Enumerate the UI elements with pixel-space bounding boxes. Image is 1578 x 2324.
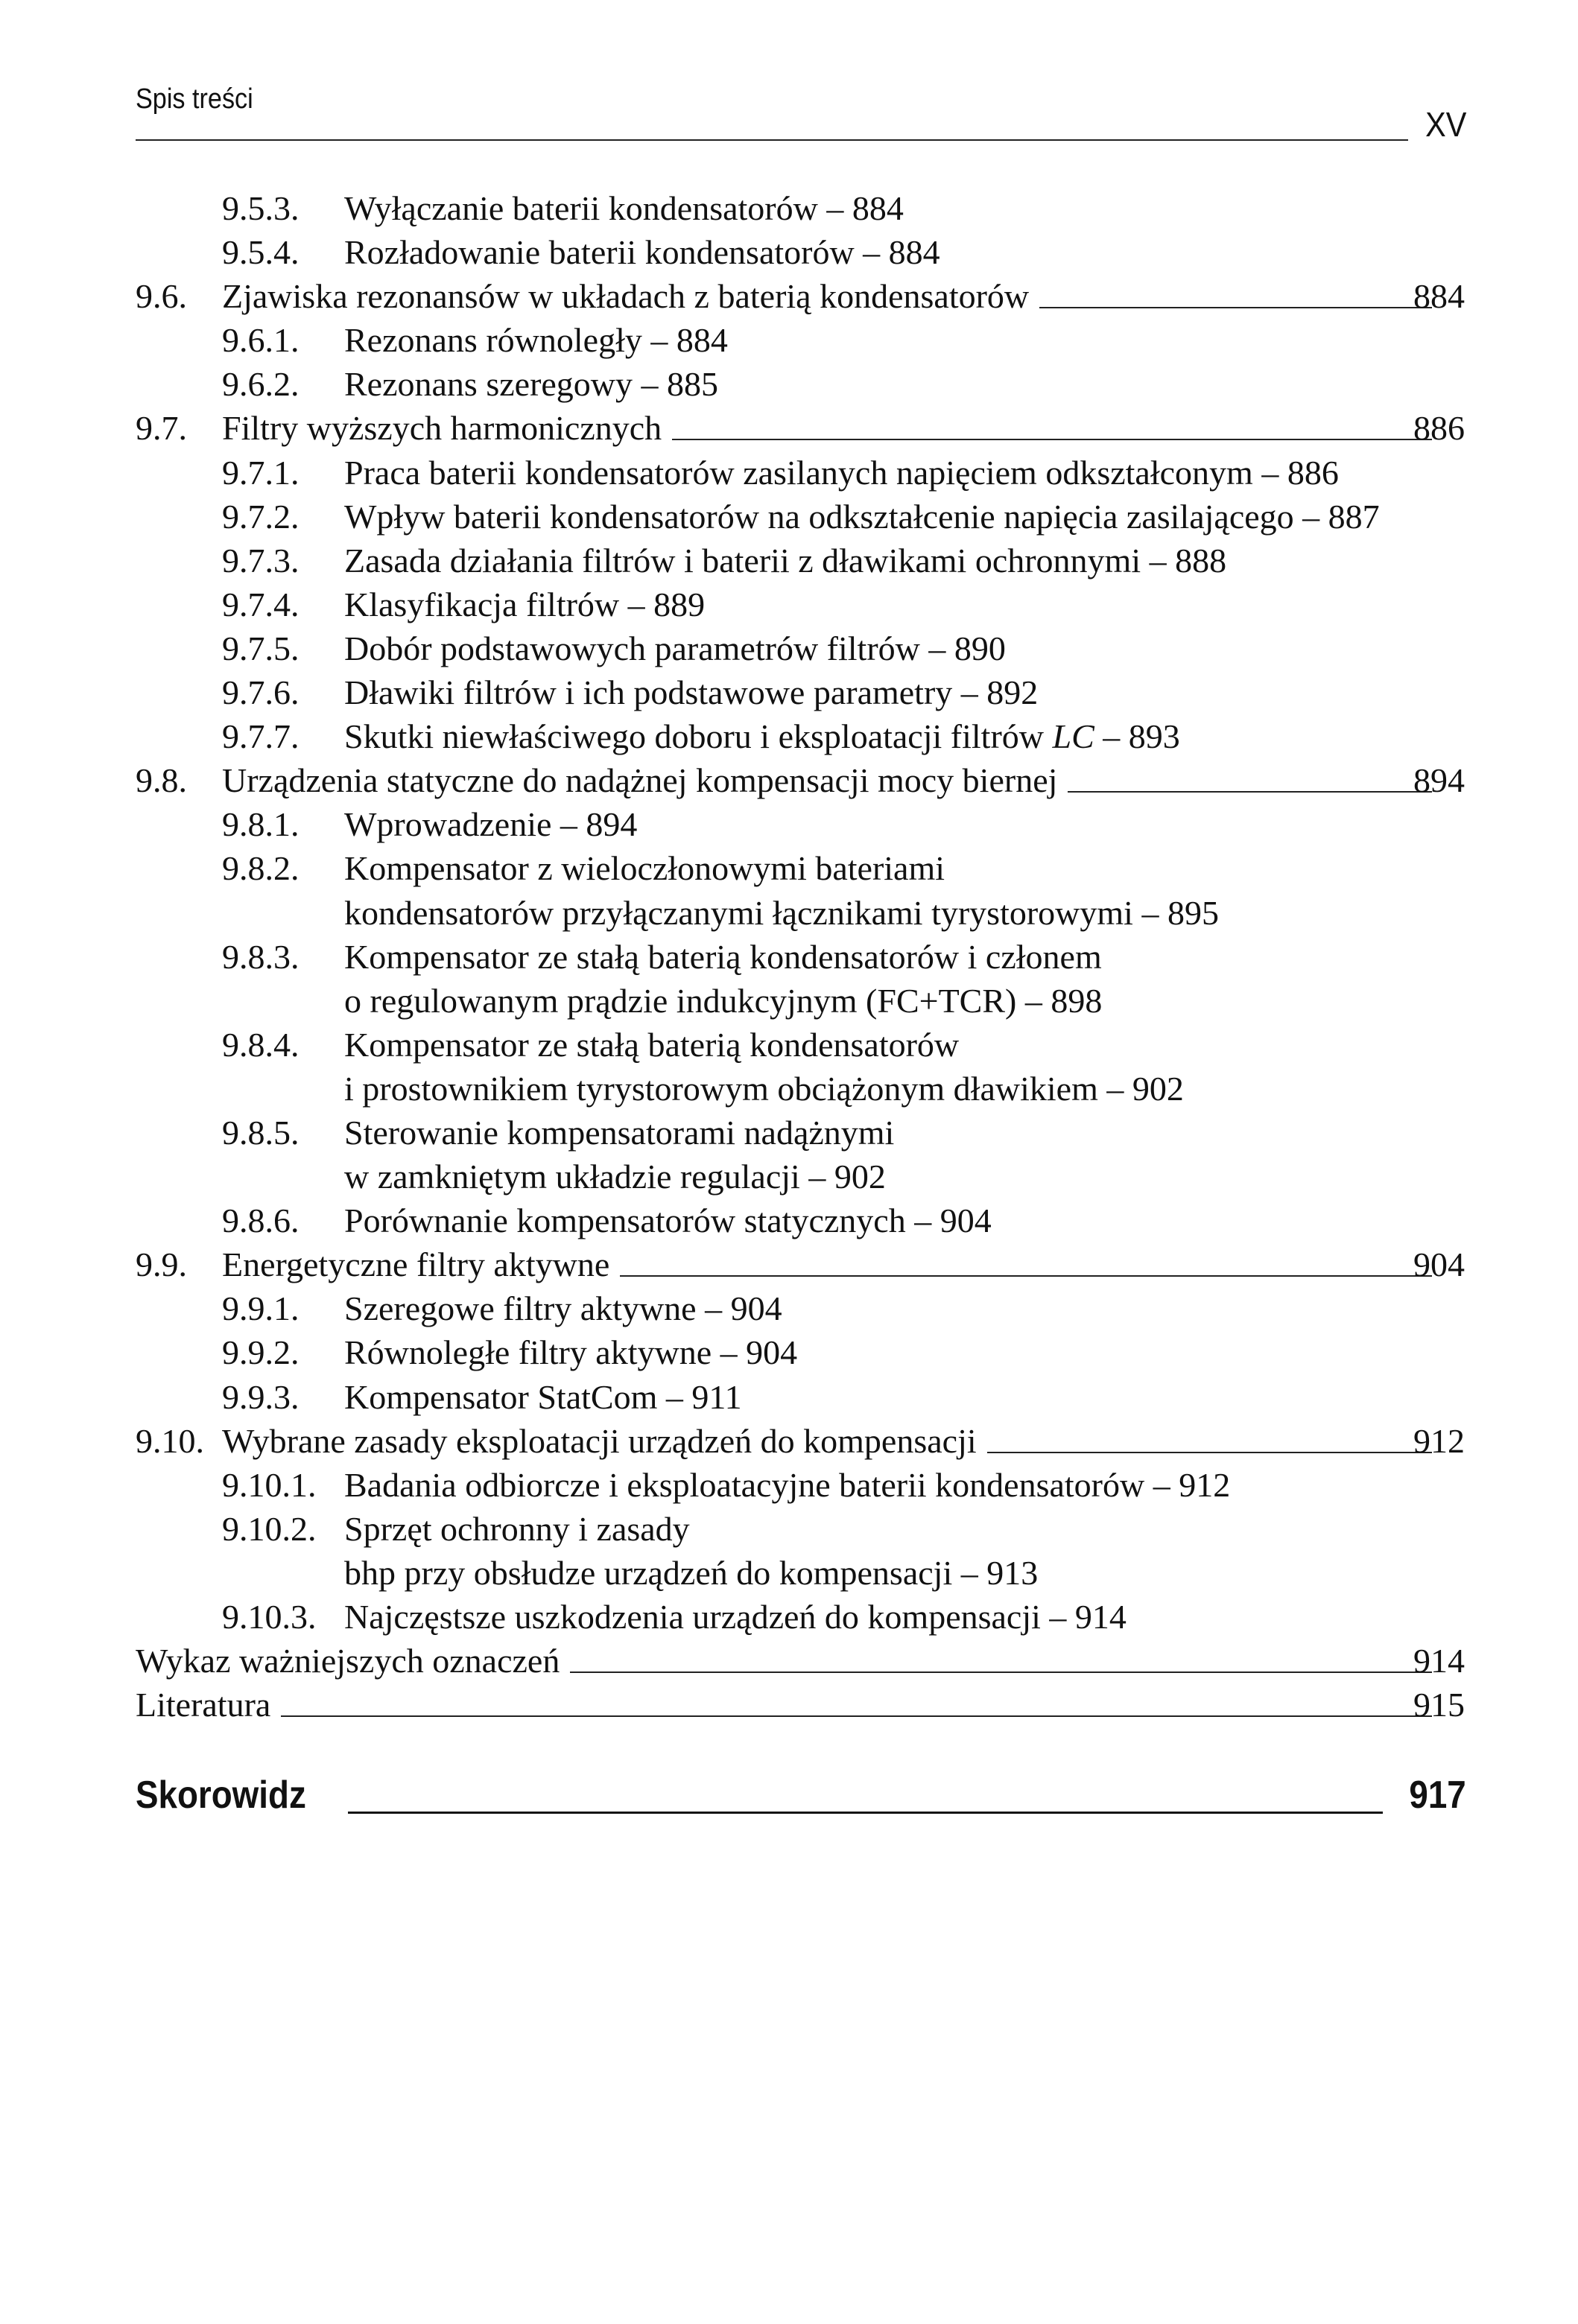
section-title-text: Kompensator ze stałą baterią kondensatorów i członem [344,937,1102,976]
toc-entry[interactable] [0,451,1578,495]
section-title-text: Kompensator ze stałą baterią kondensatorów [344,1025,960,1064]
section-title [344,670,1038,714]
section-title [344,891,1219,935]
section-title [344,1463,1230,1507]
section-number: 9.10.2. [222,1509,317,1548]
section-title-text: Wprowadzenie – 894 [344,805,638,844]
section-number: 9.8. [136,761,187,800]
section-title-text: Szeregowe filtry aktywne – 904 [344,1289,782,1328]
section-title [344,539,1226,582]
toc-entry[interactable] [0,758,1578,802]
toc-entry[interactable] [0,714,1578,758]
leader-line [672,439,1432,440]
section-title [344,186,904,230]
section-title [222,1242,609,1286]
section-title [344,1595,1127,1639]
section-title [222,1419,977,1463]
section-title-text: i prostownikiem tyrystorowym obciążonym dławikiem – 902 [344,1069,1184,1108]
section-number: 9.5.4. [222,233,300,272]
toc-entry-continuation[interactable] [0,1067,1578,1111]
toc-entry-continuation[interactable] [0,1551,1578,1595]
section-number: 9.6.2. [222,365,300,404]
section-title-text: Sterowanie kompensatorami nadążnymi [344,1113,895,1152]
leader-line [987,1452,1432,1453]
section-title [344,318,728,362]
section-title [344,451,1339,495]
section-title [222,758,1057,802]
section-title-text: Praca baterii kondensatorów zasilanych napięciem odkształconym – 886 [344,453,1339,492]
toc-entry-continuation[interactable] [0,979,1578,1023]
toc-entry[interactable] [0,1683,1578,1727]
toc-entry-continuation[interactable] [0,1155,1578,1198]
section-title-text: Równoległe filtry aktywne – 904 [344,1333,798,1372]
toc-entry[interactable] [0,1463,1578,1507]
section-title-text: kondensatorów przyłączanymi łącznikami tyrystorowymi – 895 [344,893,1219,932]
section-title [222,406,662,450]
section-title-text: w zamkniętym układzie regulacji – 902 [344,1158,886,1196]
section-title [344,1286,782,1330]
section-title-text: Skutki niewłaściwego doboru i eksploatacji filtrów [344,717,1053,756]
index-page: 917 [1409,1774,1466,1817]
section-title-text: Badania odbiorcze i eksploatacyjne baterii kondensatorów – 912 [344,1465,1231,1504]
toc-entry[interactable] [0,626,1578,670]
section-title-text: Rozładowanie baterii kondensatorów – 884 [344,233,940,272]
toc-entry[interactable] [0,1507,1578,1551]
section-number: 9.6.1. [222,321,300,360]
section-title-text: Wyłączanie baterii kondensatorów – 884 [344,189,904,227]
toc-entry[interactable] [0,1375,1578,1419]
section-number: 9.6. [136,277,187,316]
section-title-text: Porównanie kompensatorów statycznych – 904 [344,1201,992,1240]
section-title-text: Wybrane zasady eksploatacji urządzeń do kompensacji [222,1421,977,1460]
section-number: 9.9.1. [222,1289,300,1328]
section-number: 9.8.1. [222,805,300,844]
section-title [344,1067,1184,1111]
section-title [344,362,718,406]
section-title-text: Literatura [136,1686,271,1724]
section-number: 9.10.3. [222,1598,317,1636]
section-page-suffix: – 893 [1094,717,1180,756]
toc-entry[interactable] [0,1023,1578,1067]
header-rule [136,139,1408,141]
section-title [136,1683,270,1727]
toc-entry[interactable] [0,1639,1578,1683]
section-title-text: Wykaz ważniejszych oznaczeń [136,1642,560,1680]
toc-entry[interactable] [0,495,1578,539]
section-title-text: Zasada działania filtrów i baterii z dławikami ochronnymi – 888 [344,541,1227,580]
section-title-text: Kompensator z wieloczłonowymi bateriami [344,849,945,888]
section-title [344,1198,992,1242]
section-title-text: Najczęstsze uszkodzenia urządzeń do kompensacji – 914 [344,1598,1127,1636]
section-title-text: Filtry wyższych harmonicznych [222,409,662,448]
section-title [344,582,705,626]
toc-entry[interactable] [0,274,1578,318]
table-of-contents [0,186,1578,1727]
toc-entry[interactable] [0,670,1578,714]
section-title-text: Sprzęt ochronny i zasady [344,1509,690,1548]
section-title [344,1507,690,1551]
section-title-text: o regulowanym prądzie indukcyjnym (FC+TCR) – 898 [344,981,1103,1020]
section-number: 9.7.3. [222,541,300,580]
index-title: Skorowidz [136,1774,306,1817]
section-number: 9.7.2. [222,497,300,536]
section-title [136,1639,560,1683]
page-ref: 915 [1413,1686,1465,1724]
running-header-title: Spis treści [136,83,253,115]
section-title [344,495,1380,539]
toc-entry[interactable] [0,230,1578,274]
toc-entry[interactable] [0,935,1578,979]
toc-entry[interactable] [0,1198,1578,1242]
toc-entry-index[interactable] [136,1773,1466,1825]
section-title-text: Wpływ baterii kondensatorów na odkształcenie napięcia zasilającego – 887 [344,497,1380,536]
toc-entry[interactable] [0,362,1578,406]
leader-line [570,1671,1432,1673]
page-ref: 894 [1413,761,1465,800]
section-title [344,935,1102,979]
page-ref: 914 [1413,1642,1465,1680]
toc-entry[interactable] [0,1111,1578,1155]
section-number: 9.8.5. [222,1113,300,1152]
section-title-text: Dobór podstawowych parametrów filtrów – 890 [344,629,1006,667]
section-title [344,1155,886,1198]
section-number: 9.8.2. [222,849,300,888]
section-title [344,1023,959,1067]
leader-line [620,1275,1432,1277]
section-number: 9.7.4. [222,585,300,623]
section-title [344,802,637,846]
toc-entry[interactable] [0,1330,1578,1374]
toc-entry[interactable] [0,582,1578,626]
section-number: 9.9. [136,1245,187,1284]
section-number: 9.7.7. [222,717,300,756]
leader-line [348,1812,1383,1814]
leader-line [281,1715,1432,1717]
section-number: 9.5.3. [222,189,300,227]
section-title [344,1111,894,1155]
leader-line [1068,791,1432,793]
section-number: 9.8.4. [222,1025,300,1064]
toc-entry[interactable] [0,1286,1578,1330]
section-title-text: Rezonans szeregowy – 885 [344,365,719,404]
section-title [344,979,1102,1023]
section-number: 9.10.1. [222,1465,317,1504]
toc-entry-continuation[interactable] [0,891,1578,935]
section-number: 9.10. [136,1421,204,1460]
toc-entry[interactable] [0,186,1578,230]
section-title-text: Kompensator StatCom – 911 [344,1377,742,1416]
section-title-text: Dławiki filtrów i ich podstawowe parametry – 892 [344,673,1039,712]
section-number: 9.8.6. [222,1201,300,1240]
section-number: 9.7.6. [222,673,300,712]
page-number: XV [1425,105,1466,144]
page-ref: 904 [1413,1245,1465,1284]
section-title [344,230,940,274]
page-ref: 884 [1413,277,1465,316]
toc-entry[interactable] [0,539,1578,582]
section-title [344,1551,1038,1595]
section-title [344,1330,797,1374]
section-title [344,1375,742,1419]
italic-symbol: LC [1052,717,1094,756]
section-number: 9.8.3. [222,937,300,976]
page-ref: 912 [1413,1421,1465,1460]
section-number: 9.7.1. [222,453,300,492]
section-title [344,626,1006,670]
section-title-text: Klasyfikacja filtrów – 889 [344,585,706,623]
section-title-text: Rezonans równoległy – 884 [344,321,728,360]
toc-entry[interactable] [0,846,1578,890]
toc-entry[interactable] [0,318,1578,362]
section-title [222,274,1029,318]
section-title [344,714,1180,758]
section-number: 9.7.5. [222,629,300,667]
section-number: 9.9.2. [222,1333,300,1372]
toc-entry[interactable] [0,1419,1578,1463]
section-title-text: bhp przy obsłudze urządzeń do kompensacji – 913 [344,1553,1039,1592]
toc-entry[interactable] [0,1595,1578,1639]
section-number: 9.9.3. [222,1377,300,1416]
page-ref: 886 [1413,409,1465,448]
section-title [344,846,945,890]
section-title-text: Energetyczne filtry aktywne [222,1245,610,1284]
toc-entry[interactable] [0,1242,1578,1286]
toc-entry[interactable] [0,802,1578,846]
section-title-text: Zjawiska rezonansów w układach z baterią kondensatorów [222,277,1030,316]
leader-line [1039,307,1432,308]
section-title-text: Urządzenia statyczne do nadążnej kompensacji mocy biernej [222,761,1058,800]
toc-entry[interactable] [0,406,1578,450]
section-number: 9.7. [136,409,187,448]
